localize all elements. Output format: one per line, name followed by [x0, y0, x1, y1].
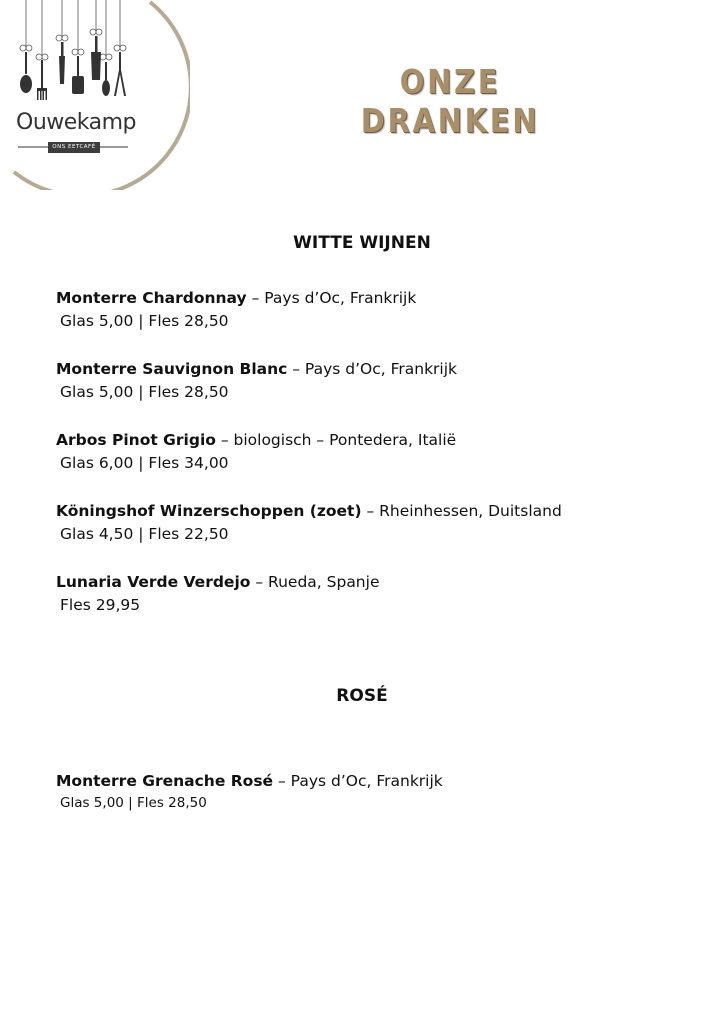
wine-name: Monterre Grenache Rosé — [56, 772, 274, 790]
wine-name: Köningshof Winzerschoppen (zoet) — [56, 502, 362, 520]
wine-item — [56, 573, 696, 614]
wine-price: Glas 6,00 | Fles 34,00 — [60, 454, 229, 472]
logo-name: Ouwekamp — [16, 110, 137, 135]
wine-detail: – Pays d’Oc, Frankrijk — [287, 360, 458, 378]
wine-item — [56, 289, 696, 330]
wine-price: Fles 29,95 — [60, 596, 141, 614]
wine-detail: – Pays d’Oc, Frankrijk — [246, 289, 417, 307]
wine-item — [56, 772, 696, 811]
section-title-witte-wijnen: WITTE WIJNEN — [293, 233, 431, 253]
logo-tagline: ONS EETCAFÉ — [48, 142, 100, 153]
wine-price: Glas 5,00 | Fles 28,50 — [60, 795, 207, 811]
wine-name: Lunaria Verde Verdejo — [56, 573, 251, 591]
wine-name: Monterre Chardonnay — [56, 289, 247, 307]
wine-item — [56, 360, 696, 401]
wine-item — [56, 502, 696, 543]
wine-name: Arbos Pinot Grigio — [56, 431, 216, 449]
page-title: ONZE DRANKEN — [360, 62, 540, 140]
logo — [0, 0, 190, 190]
wine-detail: – Rueda, Spanje — [250, 573, 380, 591]
cutlery-icon — [0, 0, 190, 190]
wine-item — [56, 431, 696, 472]
wine-price: Glas 5,00 | Fles 28,50 — [60, 312, 229, 330]
wine-price: Glas 5,00 | Fles 28,50 — [60, 383, 229, 401]
wine-detail: – Rheinhessen, Duitsland — [361, 502, 562, 520]
wine-name: Monterre Sauvignon Blanc — [56, 360, 288, 378]
wine-detail: – biologisch – Pontedera, Italië — [215, 431, 457, 449]
wine-price: Glas 4,50 | Fles 22,50 — [60, 525, 229, 543]
wine-detail: – Pays d’Oc, Frankrijk — [273, 772, 443, 790]
section-title-rose: ROSÉ — [336, 686, 388, 706]
